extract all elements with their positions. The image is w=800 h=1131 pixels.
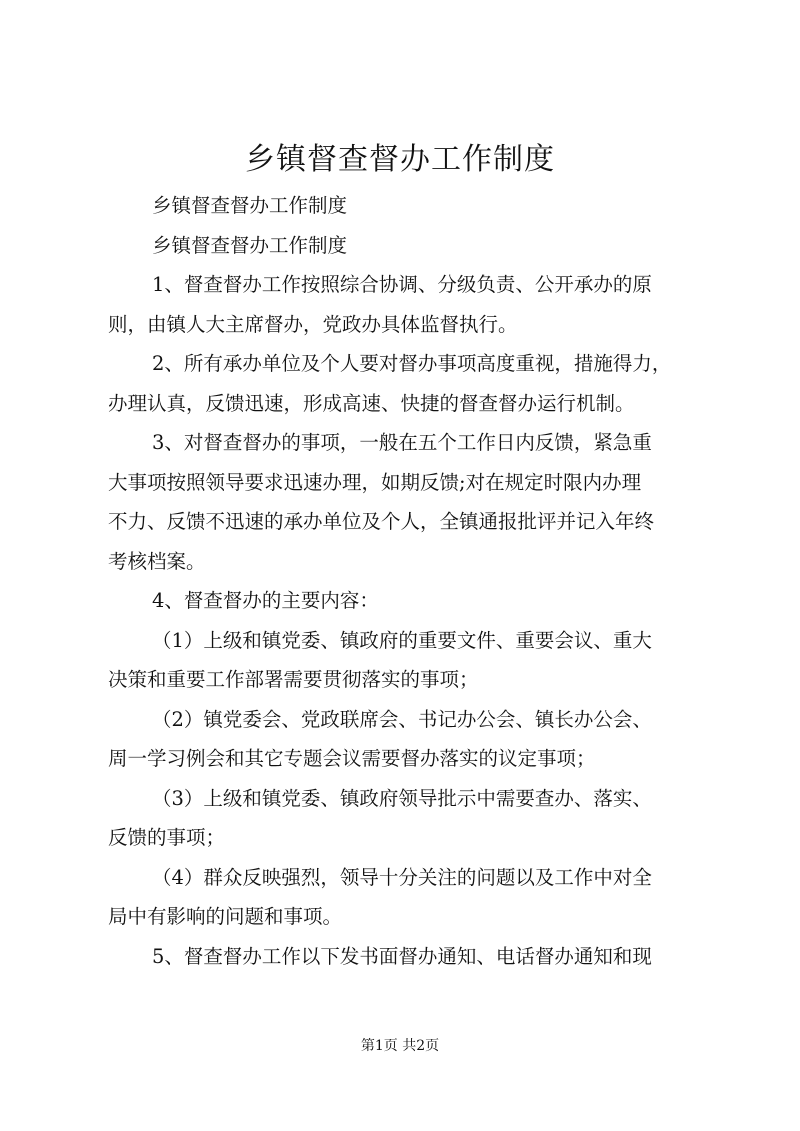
- paragraph-line: 周一学习例会和其它专题会议需要督办落实的议定事项；: [108, 747, 596, 770]
- paragraph-line: 局中有影响的问题和事项。: [108, 905, 343, 928]
- paragraph-line: 1、督查督办工作按照综合协调、分级负责、公开承办的原: [152, 273, 652, 296]
- paragraph-line: 5、督查督办工作以下发书面督办通知、电话督办通知和现: [152, 944, 652, 968]
- paragraph-line: （2）镇党委会、党政联席会、书记办公会、镇长办公会、: [152, 707, 652, 731]
- paragraph-line: 不力、反馈不迅速的承办单位及个人，全镇通报批评并记入年终: [108, 510, 655, 533]
- paragraph-line: 4、督查督办的主要内容：: [152, 589, 379, 612]
- document-body: [108, 186, 708, 976]
- paragraph-line: （4）群众反映强烈，领导十分关注的问题以及工作中对全: [152, 865, 652, 889]
- paragraph-line: 办理认真，反馈迅速，形成高速、快捷的督查督办运行机制。: [108, 391, 635, 415]
- paragraph-line: 则，由镇人大主席督办，党政办具体监督执行。: [108, 312, 518, 336]
- paragraph-line: （3）上级和镇党委、镇政府领导批示中需要查办、落实、: [152, 786, 652, 810]
- subtitle-line: 乡镇督查督办工作制度: [152, 194, 348, 217]
- document-title: 乡镇督查督办工作制度: [245, 142, 555, 177]
- paragraph-line: 考核档案。: [108, 549, 206, 573]
- paragraph-line: 2、所有承办单位及个人要对督办事项高度重视，措施得力，: [152, 352, 672, 375]
- paragraph-line: 大事项按照领导要求迅速办理，如期反馈;对在规定时限内办理: [108, 470, 642, 494]
- paragraph-line: （1）上级和镇党委、镇政府的重要文件、重要会议、重大: [152, 628, 652, 652]
- subtitle-line: 乡镇督查督办工作制度: [152, 233, 348, 257]
- paragraph-line: 反馈的事项；: [108, 826, 226, 849]
- paragraph-line: 决策和重要工作部署需要贯彻落实的事项；: [108, 668, 479, 691]
- paragraph-line: 3、对督查督办的事项，一般在五个工作日内反馈，紧急重: [152, 431, 652, 454]
- page-footer: 第1页 共2页: [360, 1038, 440, 1054]
